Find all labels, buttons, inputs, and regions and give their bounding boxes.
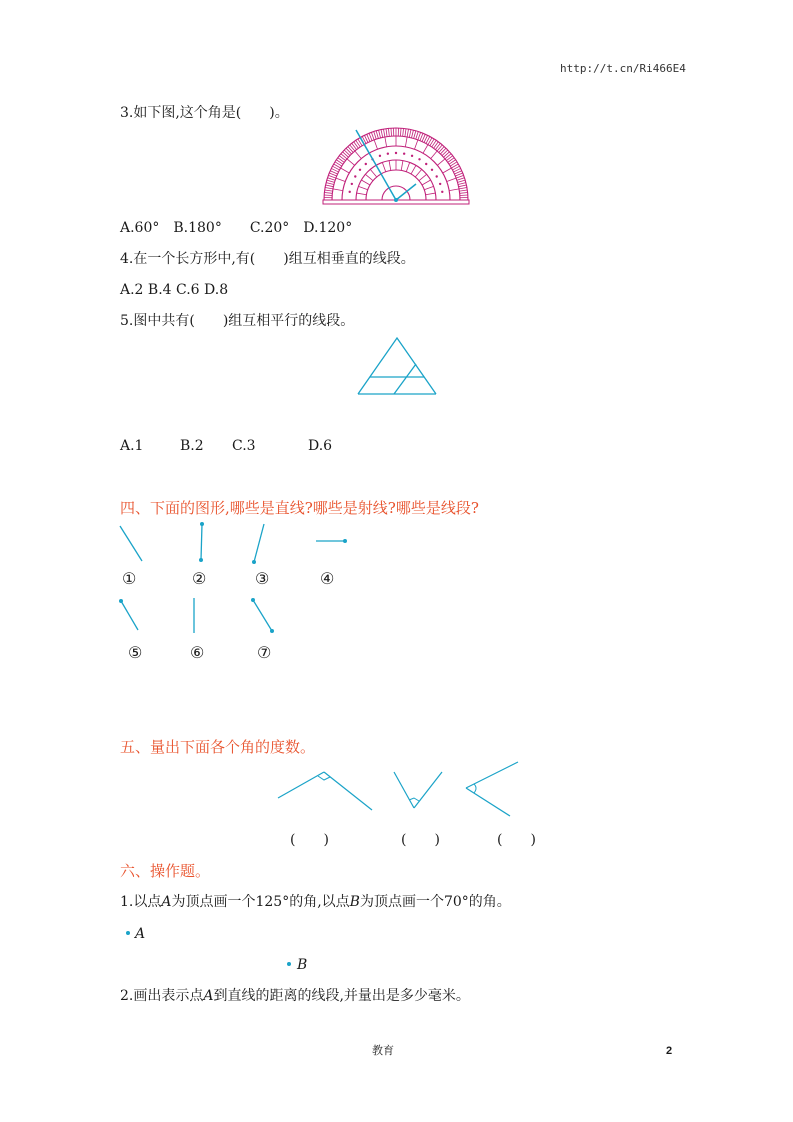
figure-6-line <box>188 596 200 636</box>
question-5-option-c: C.3 <box>232 438 256 454</box>
section-4-title: 四、下面的图形,哪些是直线?哪些是射线?哪些是线段? <box>120 499 479 517</box>
section-6-title: 六、操作题。 <box>120 862 211 880</box>
question-5-option-a: A.1 <box>120 438 144 454</box>
figure-4-ray <box>314 536 350 546</box>
angle-1 <box>276 768 376 812</box>
figure-1-label: ① <box>122 569 137 588</box>
figure-3-label: ③ <box>255 569 270 588</box>
figure-7-label: ⑦ <box>257 643 272 662</box>
angle-3 <box>462 760 522 818</box>
operation-question-2: 2.画出表示点A到直线的距离的线段,并量出是多少毫米。 <box>120 988 470 1004</box>
header-url: http://t.cn/Ri466E4 <box>560 62 686 75</box>
question-5-option-b: B.2 <box>180 438 204 454</box>
page-number: 2 <box>666 1045 673 1057</box>
question-5-text: 5.图中共有( )组互相平行的线段。 <box>120 313 355 329</box>
figure-5-label: ⑤ <box>128 643 143 662</box>
figure-5-ray <box>117 597 143 633</box>
figure-3-ray <box>248 522 268 566</box>
figure-2-label: ② <box>192 569 207 588</box>
point-a-label: A <box>135 926 146 942</box>
figure-2-segment <box>196 520 208 564</box>
triangle-figure <box>356 336 438 398</box>
figure-1-line <box>118 524 146 564</box>
point-a-dot <box>125 930 131 936</box>
point-b-dot <box>286 961 292 967</box>
operation-question-1: 1.以点A为顶点画一个125°的角,以点B为顶点画一个70°的角。 <box>120 894 511 910</box>
question-3-text: 3.如下图,这个角是( )。 <box>120 105 289 121</box>
angle-2 <box>392 768 446 812</box>
angle-3-blank[interactable]: ( ) <box>497 832 536 848</box>
figure-6-label: ⑥ <box>190 643 205 662</box>
figure-7-segment <box>248 596 276 636</box>
protractor-figure <box>322 130 470 206</box>
question-5-option-d: D.6 <box>308 438 333 454</box>
question-4-text: 4.在一个长方形中,有( )组互相垂直的线段。 <box>120 251 415 267</box>
angle-1-blank[interactable]: ( ) <box>290 832 329 848</box>
footer-label: 教育 <box>372 1044 394 1057</box>
point-b-label: B <box>297 957 308 973</box>
question-4-options: A.2 B.4 C.6 D.8 <box>120 282 229 298</box>
section-5-title: 五、量出下面各个角的度数。 <box>120 738 316 756</box>
question-3-options: A.60° B.180° C.20° D.120° <box>120 220 353 236</box>
angle-2-blank[interactable]: ( ) <box>401 832 440 848</box>
figure-4-label: ④ <box>320 569 335 588</box>
